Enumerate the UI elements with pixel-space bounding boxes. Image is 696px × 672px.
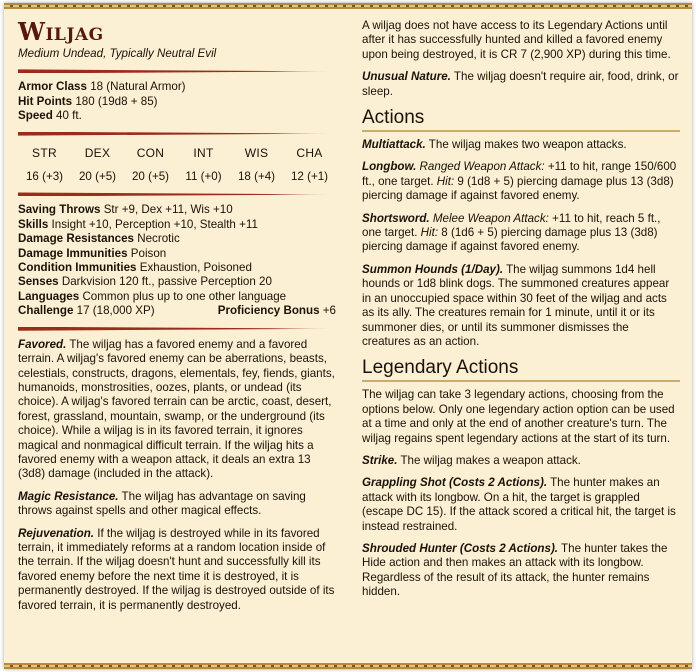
- ability-name: CON: [136, 145, 165, 160]
- ability-value: 20 (+5): [131, 170, 170, 184]
- ability-value: 11 (+0): [185, 170, 222, 184]
- hit-label: Hit:: [436, 174, 455, 188]
- monster-name: Wiljag: [18, 17, 104, 46]
- speed-line: [18, 109, 336, 123]
- legendary-name: Shrouded Hunter (Costs 2 Actions).: [362, 541, 559, 555]
- damage-immunities-line: [18, 247, 336, 261]
- ability-value: 20 (+5): [78, 170, 117, 184]
- legendary-text: The wiljag makes a weapon attack.: [400, 453, 581, 467]
- trait-name: Rejuvenation.: [18, 526, 95, 540]
- ability-dex: [71, 146, 124, 185]
- hit-label: Hit:: [420, 226, 439, 240]
- ability-cha: [283, 146, 336, 185]
- monster-subtitle: Medium Undead, Typically Neutral Evil: [18, 47, 217, 60]
- trait-name: Unusual Nature.: [362, 70, 451, 84]
- languages-label: Languages: [18, 289, 80, 303]
- damage-immunities-value: Poison: [130, 246, 167, 260]
- hit-points-label: Hit Points: [18, 94, 73, 108]
- trait-text: If the wiljag is destroyed while in its favored terrain, it immediately reforms at a random location inside of the terrain. If the wiljag doesn't hunt and successfully kill its favored enemy before the next time it is destroyed, it is permanently destroyed. If the wiljag is destroyed outside of its favored terrain, it is permanently destroyed.: [18, 526, 335, 612]
- divider: [18, 132, 336, 136]
- legendary-shrouded-hunter: [362, 542, 680, 600]
- action-summon-hounds: [362, 263, 680, 349]
- trait-text: The wiljag has advantage on saving throws against spells and other magical effects.: [18, 489, 306, 518]
- hit-text: 9 (1d8 + 5) piercing damage plus 13 (3d8) piercing damage if against favored enemy.: [362, 174, 674, 203]
- attack-text: +11 to hit, reach 5 ft., one target.: [362, 211, 661, 240]
- hit-points-value: 180 (19d8 + 85): [75, 94, 158, 108]
- ability-str: [18, 146, 71, 185]
- skills-label: Skills: [18, 217, 49, 231]
- ability-name: WIS: [244, 145, 269, 160]
- legendary-name: Strike.: [362, 453, 398, 467]
- ability-name: CHA: [296, 145, 323, 160]
- action-text: The wiljag summons 1d4 hell hounds or 1d8 blink dogs. The summoned creatures appear in an unoccupied space within 30 feet of the wiljag and acts as its ally. The creatures remain for 1 minute, until it or its summoner dies, or until its summoner dismisses the creatures as an action.: [362, 262, 670, 348]
- condition-immunities-label: Condition Immunities: [18, 261, 137, 275]
- action-name: Longbow.: [362, 160, 417, 174]
- saving-throws-label: Saving Throws: [18, 203, 101, 217]
- ability-value: 18 (+4): [237, 170, 276, 184]
- attack-type: Melee Weapon Attack:: [432, 211, 549, 225]
- senses-label: Senses: [18, 275, 59, 289]
- trait-favored: [18, 338, 336, 482]
- divider: [18, 69, 336, 73]
- ability-name: DEX: [84, 145, 111, 160]
- damage-resistances-value: Necrotic: [137, 232, 180, 246]
- ability-value: 16 (+3): [25, 170, 64, 184]
- armor-class-line: [18, 80, 336, 94]
- damage-resistances-label: Damage Resistances: [18, 232, 134, 246]
- attack-type: Ranged Weapon Attack:: [419, 160, 545, 174]
- condition-immunities-value: Exhaustion, Poisoned: [139, 261, 252, 275]
- trait-name: Magic Resistance.: [18, 489, 119, 503]
- action-shortsword: [362, 212, 680, 255]
- saving-throws-line: [18, 203, 336, 217]
- legendary-text: The hunter makes an attack with its longbow. On a hit, the target is grappled (escape DC 15). If the attack scored a critical hit, the target is instead restrained.: [362, 476, 676, 533]
- challenge-line: [18, 304, 336, 318]
- legendary-strike: [362, 454, 680, 468]
- legendary-intro: The wiljag can take 3 legendary actions, choosing from the options below. Only one legendary action option can be used at a time and only at the end of another creature's turn. The wiljag regains spent legendary actions at the start of its turn.: [362, 388, 675, 445]
- challenge-label: Challenge: [18, 304, 74, 318]
- damage-immunities-label: Damage Immunities: [18, 246, 128, 260]
- senses-line: [18, 275, 336, 289]
- skills-line: [18, 218, 336, 232]
- challenge-value: 17 (18,000 XP): [76, 304, 155, 318]
- languages-value: Common plus up to one other language: [82, 289, 287, 303]
- skills-value: Insight +10, Perception +10, Stealth +11: [51, 217, 258, 231]
- trait-name: Favored.: [18, 337, 67, 351]
- proficiency: [218, 304, 336, 318]
- ability-value: 12 (+1): [290, 170, 329, 184]
- action-name: Multiattack.: [362, 138, 426, 152]
- trait-unusual-nature: [362, 70, 680, 99]
- legendary-text: The hunter takes the Hide action and then makes an attack with its longbow. Regardless of the result of its attack, the hunter remains hidden.: [362, 541, 668, 599]
- legendary-note: A wiljag does not have access to its Legendary Actions until after it has successfully hunted and killed a favored enemy upon being destroyed, it is CR 7 (2,900 XP) during this time.: [362, 19, 671, 61]
- ability-scores: [18, 146, 336, 185]
- actions-heading: Actions: [362, 107, 680, 132]
- legendary-grappling-shot: [362, 476, 680, 534]
- speed-label: Speed: [18, 109, 53, 123]
- divider: [18, 192, 336, 196]
- languages-line: [18, 290, 336, 304]
- ability-int: [177, 146, 230, 185]
- stat-block-page: [4, 3, 692, 669]
- proficiency-label: Proficiency Bonus: [217, 304, 320, 318]
- action-text: The wiljag makes two weapon attacks.: [428, 138, 627, 152]
- ability-name: INT: [193, 145, 214, 160]
- action-multiattack: [362, 138, 680, 152]
- ability-name: STR: [32, 145, 57, 160]
- left-column: [18, 19, 336, 621]
- damage-resistances-line: [18, 232, 336, 246]
- trait-rejuvenation: [18, 527, 336, 613]
- legendary-actions-heading: Legendary Actions: [362, 357, 680, 382]
- action-longbow: [362, 160, 680, 203]
- action-name: Shortsword.: [362, 211, 430, 225]
- ability-wis: [230, 146, 283, 185]
- armor-class-value: 18 (Natural Armor): [90, 80, 186, 94]
- saving-throws-value: Str +9, Dex +11, Wis +10: [103, 203, 233, 217]
- condition-immunities-line: [18, 261, 336, 275]
- trait-magic-resistance: [18, 490, 336, 519]
- trait-text: The wiljag has a favored enemy and a favored terrain. A wiljag's favored enemy can be aberrations, beasts, celestials, constructs, dragons, elementals, fey, fiends, giants, humanoids, monstrosities, oozes, plants, or undead (its choice). A wiljag's favored terrain can be arctic, coast, desert, forest, grassland, mountain, swamp, or the underground (its choice). While a wiljag is in its favored terrain, it ignores magical and nonmagical difficult terrain. If the wiljag hits a favored enemy with a weapon attack, it deals an extra 13 (3d8) damage (included in the attack).: [18, 337, 335, 481]
- attack-text: +11 to hit, range 150/600 ft., one target.: [362, 160, 677, 188]
- ability-con: [124, 146, 177, 185]
- trait-text: The wiljag doesn't require air, food, drink, or sleep.: [362, 70, 679, 98]
- action-name: Summon Hounds (1/Day).: [362, 262, 504, 276]
- legendary-name: Grappling Shot (Costs 2 Actions).: [362, 476, 548, 490]
- hit-points-line: [18, 95, 336, 109]
- senses-value: Darkvision 120 ft., passive Perception 20: [61, 275, 272, 289]
- armor-class-label: Armor Class: [18, 80, 87, 94]
- speed-value: 40 ft.: [56, 109, 82, 123]
- challenge: [18, 304, 155, 318]
- right-column: [362, 19, 680, 608]
- divider: [18, 327, 336, 331]
- proficiency-value: +6: [322, 304, 336, 318]
- hit-text: 8 (1d6 + 5) piercing damage plus 13 (3d8) piercing damage if against favored enemy.: [362, 226, 658, 254]
